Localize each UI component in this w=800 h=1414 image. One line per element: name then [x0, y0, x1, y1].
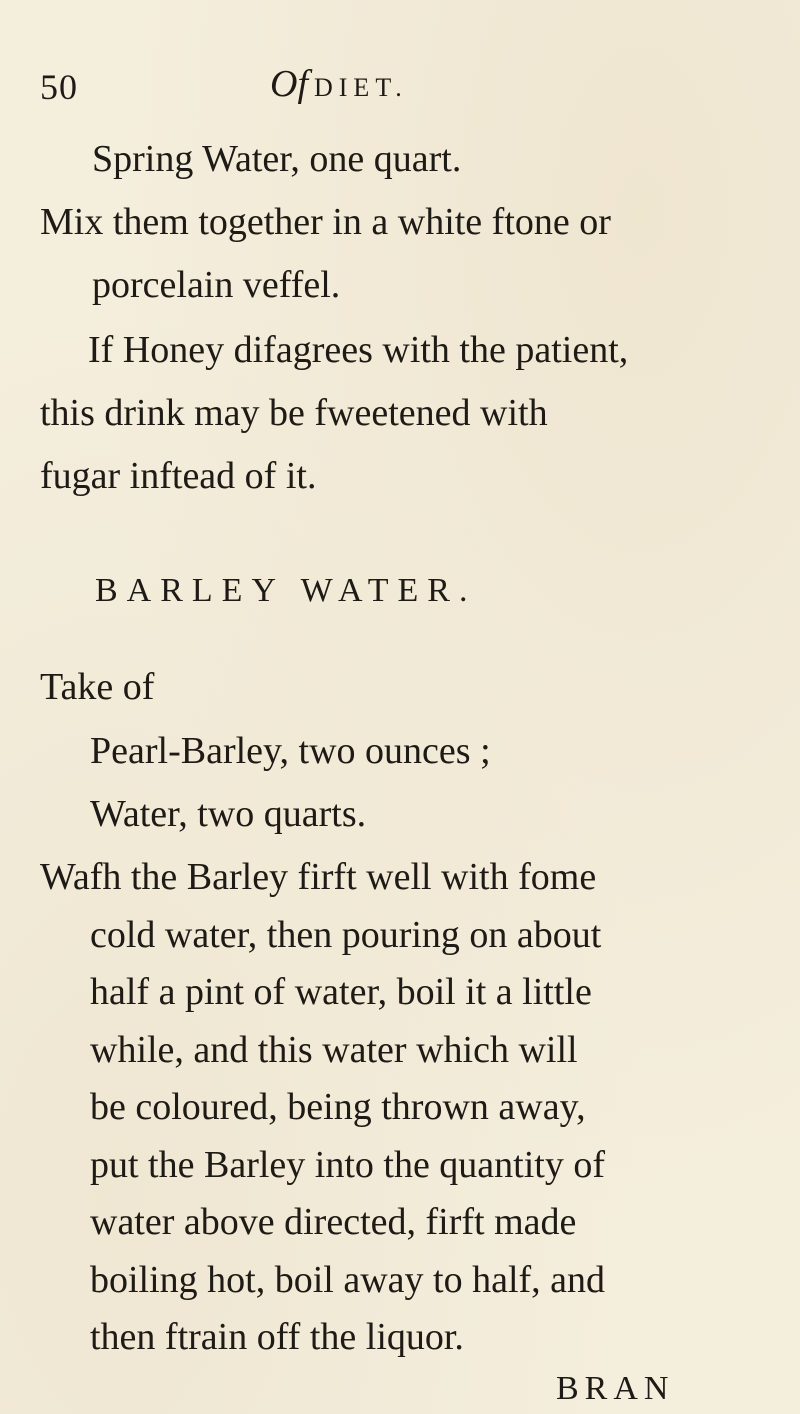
take-of-line: Take of: [40, 666, 155, 708]
method-line: while, and this water which will: [90, 1028, 578, 1071]
page-number: 50: [40, 67, 78, 107]
instruction-line: porcelain veffel.: [92, 264, 341, 306]
running-head: [270, 62, 408, 106]
method-line: be coloured, being thrown away,: [90, 1086, 586, 1128]
catchword: BRAN: [556, 1370, 675, 1407]
note-line: this drink may be fweetened with: [40, 392, 548, 434]
section-heading: BARLEY WATER.: [95, 572, 477, 609]
method-line: water above directed, firft made: [90, 1201, 577, 1243]
ingredient-line: Spring Water, one quart.: [92, 138, 462, 180]
note-line: fugar inftead of it.: [40, 455, 317, 497]
ingredient-line: Pearl-Barley, two ounces ;: [90, 730, 491, 772]
running-head-title: DIET.: [314, 73, 408, 102]
method-line: half a pint of water, boil it a little: [90, 971, 592, 1013]
method-line: put the Barley into the quantity of: [90, 1143, 606, 1186]
method-line: cold water, then pouring on about: [90, 913, 602, 956]
ingredient-line: Water, two quarts.: [90, 793, 367, 835]
method-line: then ftrain off the liquor.: [90, 1316, 464, 1358]
note-line: If Honey difagrees with the patient,: [88, 329, 629, 371]
running-head-of: Of: [270, 63, 308, 105]
page-header: [40, 62, 740, 112]
method-line: Wafh the Barley firft well with fome: [40, 856, 597, 898]
instruction-line: Mix them together in a white ftone or: [40, 201, 611, 243]
method-line: boiling hot, boil away to half, and: [90, 1258, 606, 1301]
